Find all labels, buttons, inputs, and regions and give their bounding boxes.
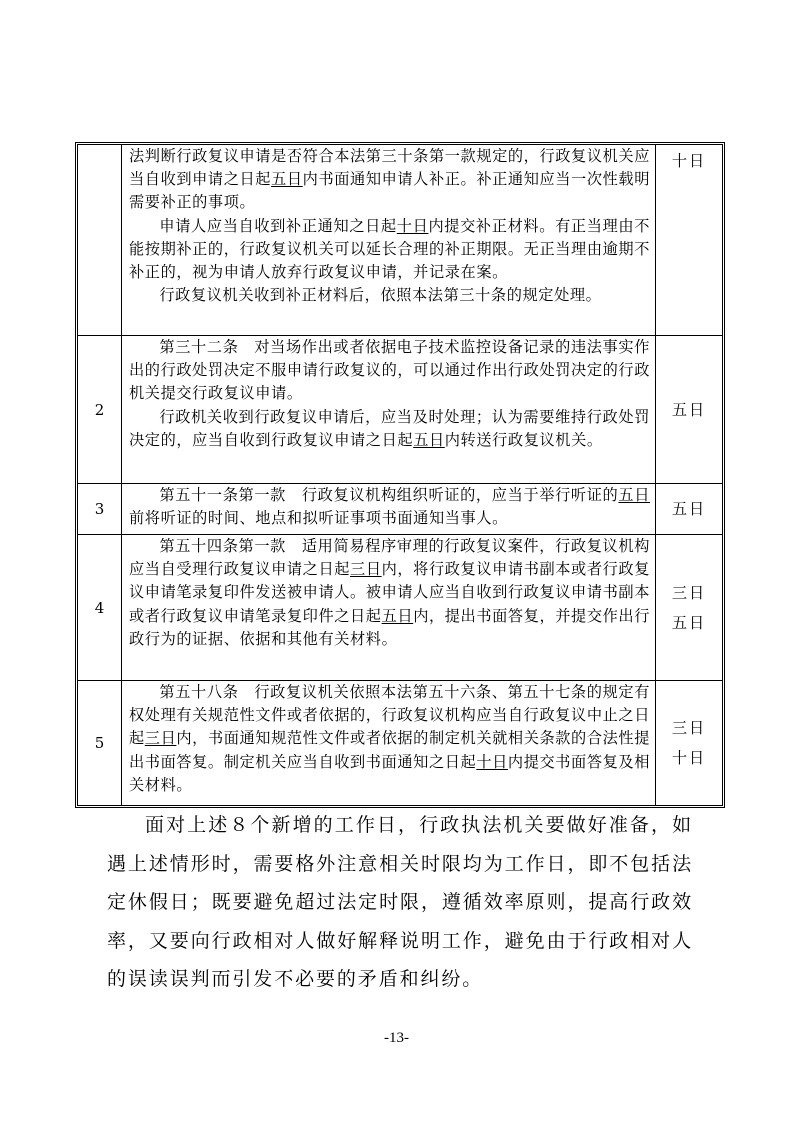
cell-paragraph [129, 336, 650, 406]
day-count: 十日 [671, 749, 707, 767]
row-text [122, 681, 656, 805]
text-segment: 行政复议机关收到补正材料后，依照本法第三十条的规定处理。 [159, 286, 602, 305]
text-segment: 内提交书面答复及相关材料。 [129, 752, 650, 794]
cell-paragraph [129, 535, 650, 651]
text-segment: 法判断行政复议申请是否符合本法第三十条第一款规定的，行政复议机关应当自收到申请之日起 [129, 147, 650, 189]
underlined-time-limit: 三日 [350, 560, 382, 579]
text-segment: 内转送行政复议机关。 [444, 430, 603, 449]
table-row [78, 534, 722, 680]
text-segment: 行政机关收到行政复议申请后，应当及时处理；认为需要维持行政处罚决定的，应当自收到行政复议申请之日起 [129, 407, 650, 449]
row-text [122, 484, 656, 534]
text-segment: 第三十二条 对当场作出或者依据电子技术监控设备记录的违法事实作出的行政处罚决定不服申请行政复议的，可以通过作出行政处罚决定的行政机关提交行政复议申请。 [129, 338, 650, 403]
cell-paragraph [129, 215, 650, 285]
text-segment: 前将听证的时间、地点和拟听证事项书面通知当事人。 [129, 509, 508, 528]
cell-paragraph [129, 145, 650, 215]
text-segment: 内，将行政复议申请书副本或者行政复议申请笔录复印件发送被申请人。被申请人应当自收到行政复议申请书副本或者行政复议申请笔录复印件之日起 [129, 560, 650, 625]
row-number: 2 [78, 336, 122, 483]
text-segment: 内，书面通知规范性文件或者依据的制定机关就相关条款的合法性提出书面答复。制定机关应当自收到书面通知之日起 [129, 729, 650, 771]
row-text [122, 535, 656, 680]
underlined-time-limit: 五日 [618, 486, 651, 504]
table-row [78, 680, 722, 805]
table-row [78, 145, 722, 335]
underlined-time-limit: 五日 [413, 430, 445, 449]
cell-paragraph [129, 681, 650, 797]
text-segment: 第五十四条第一款 适用简易程序审理的行政复议案件，行政复议机构应当自受理行政复议申请之日起 [129, 537, 650, 579]
text-segment: 内，提出书面答复，并提交作出行政行为的证据、依据和其他有关材料。 [129, 606, 650, 648]
row-days [656, 484, 722, 534]
row-days [656, 681, 722, 805]
row-days [656, 535, 722, 680]
text-segment: 内提交补正材料。有正当理由不能按期补正的，行政复议机关可以延长合理的补正期限。无正当理由逾期不补正的，视为申请人放弃行政复议申请，并记录在案。 [129, 216, 650, 282]
page-number: -13- [384, 1030, 409, 1046]
row-number: 5 [78, 681, 122, 805]
closing-paragraph: 面对上述８个新增的工作日，行政执法机关要做好准备，如遇上述情形时，需要格外注意相关时限均为工作日，即不包括法定休假日；既要避免超过法定时限，遵循效率原则，提高行政效率，又要向行政相对人做好解释说明工作，避免由于行政相对人的误读误判而引发不必要的矛盾和纠纷。 [107, 814, 693, 990]
underlined-time-limit: 十日 [476, 752, 508, 771]
row-days [656, 145, 722, 335]
row-number: 4 [78, 535, 122, 680]
text-segment: 第五十八条 行政复议机关依照本法第五十六条、第五十七条的规定有权处理有关规范性文件或者依据的，行政复议机构应当自行政复议中止之日起 [129, 683, 650, 748]
text-segment: 申请人应当自收到补正通知之日起 [159, 216, 397, 235]
cell-paragraph [129, 284, 650, 307]
row-text [122, 336, 656, 483]
underlined-time-limit: 三日 [144, 729, 177, 748]
underlined-time-limit: 五日 [271, 170, 303, 189]
day-count: 五日 [671, 613, 707, 632]
day-count: 五日 [671, 400, 707, 419]
underlined-time-limit: 十日 [396, 216, 429, 235]
day-count: 五日 [671, 500, 707, 518]
row-number: 3 [78, 484, 122, 534]
text-segment: 内书面通知申请人补正。补正通知应当一次性载明需要补正的事项。 [129, 170, 650, 212]
table-row [78, 483, 722, 534]
day-count: 三日 [671, 719, 707, 737]
time-limit-table [75, 142, 725, 808]
row-text [122, 145, 656, 335]
cell-paragraph [129, 406, 650, 452]
cell-paragraph [129, 484, 650, 530]
row-days [656, 336, 722, 483]
underlined-time-limit: 五日 [381, 606, 414, 625]
day-count: 十日 [671, 152, 707, 170]
day-count: 三日 [671, 583, 707, 602]
row-number [78, 145, 122, 335]
text-segment: 第五十一条第一款 行政复议机构组织听证的，应当于举行听证的 [159, 486, 619, 504]
table-row [78, 335, 722, 483]
